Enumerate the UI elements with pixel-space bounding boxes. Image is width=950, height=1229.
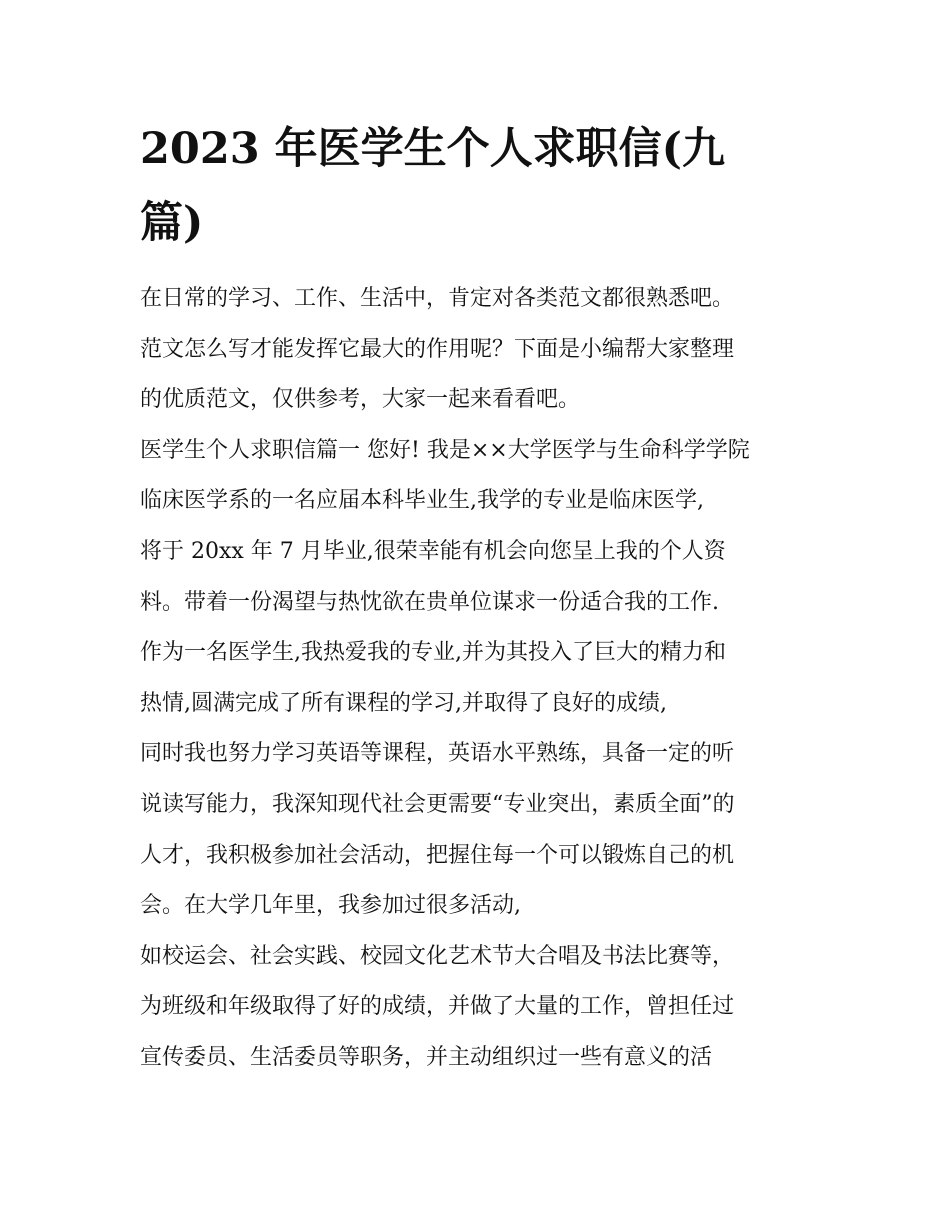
body-line-6: 将于 20xx 年 7 月毕业,很荣幸能有机会向您呈上我的个人资: [140, 538, 726, 564]
document-page: [140, 112, 820, 1084]
body-line-2: 范文怎么写才能发挥它最大的作用呢？下面是小编帮大家整理: [140, 336, 735, 362]
body-line-15: 为班级和年级取得了好的成绩，并做了大量的工作，曾担任过: [140, 994, 735, 1020]
body-line-5: 临床医学系的一名应届本科毕业生,我学的专业是临床医学,: [140, 488, 704, 514]
body-line-11: 说读写能力，我深知现代社会更需要“专业突出，素质全面”的: [140, 791, 735, 817]
body-line-7: 料。带着一份渴望与热忱欲在贵单位谋求一份适合我的工作.: [140, 589, 719, 615]
body-line-8: 作为一名医学生,我热爱我的专业,并为其投入了巨大的精力和: [140, 640, 726, 666]
body-line-12: 人才，我积极参加社会活动，把握住每一个可以锻炼自己的机: [140, 842, 735, 868]
body-line-1: 在日常的学习、工作、生活中，肯定对各类范文都很熟悉吧。: [140, 286, 735, 311]
body-line-3: 的优质范文，仅供参考，大家一起来看看吧。: [140, 387, 581, 413]
body-line-4: 医学生个人求职信篇一 您好! 我是××大学医学与生命科学学院: [140, 437, 750, 463]
title-line-1: 2023 年医学生个人求职信(九: [140, 124, 725, 174]
document-title: [140, 112, 820, 260]
title-line-2: 篇): [140, 198, 204, 248]
body-line-14: 如校运会、社会实践、校园文化艺术节大合唱及书法比赛等，: [140, 943, 735, 969]
body-line-9: 热情,圆满完成了所有课程的学习,并取得了良好的成绩,: [140, 690, 667, 716]
body-line-16: 宣传委员、生活委员等职务，并主动组织过一些有意义的活: [140, 1044, 713, 1070]
body-line-13: 会。在大学几年里，我参加过很多活动,: [140, 893, 521, 919]
document-body: [140, 274, 820, 1084]
body-line-10: 同时我也努力学习英语等课程，英语水平熟练，具备一定的听: [140, 741, 735, 767]
